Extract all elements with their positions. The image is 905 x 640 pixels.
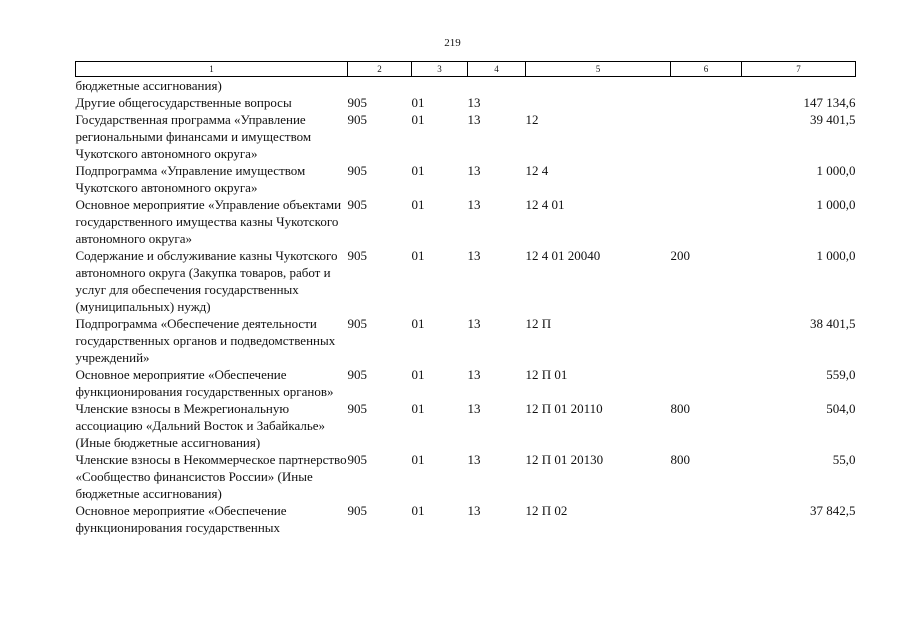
subsection-cell: 13 [467,197,481,212]
column-header-7: 7 [742,62,856,77]
row-name-cell: Подпрограмма «Управление имуществом Чукотского автономного округа» [75,163,306,195]
subsection-cell: 13 [467,248,481,263]
subsection-cell: 13 [467,401,481,416]
target-article-cell: 12 [525,112,539,127]
row-name-cell: Содержание и обслуживание казны Чукотского автономного округа (Закупка товаров, работ и услуг для обеспечения государственных (муниципальных) нужд) [75,248,338,314]
column-header-4: 4 [468,62,526,77]
row-name-cell: Основное мероприятие «Обеспечение функционирования государственных [75,503,287,535]
expense-type-cell [671,502,742,536]
subsection-cell: 13 [467,503,481,518]
subsection-cell [468,77,526,95]
section-cell: 01 [411,503,425,518]
amount-cell: 1 000,0 [816,197,856,212]
admin-code-cell: 905 [347,401,367,416]
section-cell: 01 [411,163,425,178]
admin-code-cell: 905 [347,316,367,331]
column-header-5: 5 [526,62,671,77]
section-cell: 01 [411,95,425,110]
target-article-cell: 12 П 02 [525,503,568,518]
table-row [76,315,856,366]
admin-code-cell: 905 [347,197,367,212]
budget-table [75,61,856,536]
section-cell: 01 [411,452,425,467]
section-cell: 01 [411,197,425,212]
target-article-cell: 12 П 01 20110 [525,401,603,416]
section-cell: 01 [411,112,425,127]
expense-type-cell [671,94,742,111]
table-row [76,77,856,95]
admin-code-cell: 905 [347,248,367,263]
column-header-6: 6 [671,62,742,77]
amount-cell: 37 842,5 [810,503,856,518]
target-article-cell: 12 П [525,316,552,331]
table-row [76,502,856,536]
amount-cell [742,77,856,95]
section-cell: 01 [411,316,425,331]
table-row [76,196,856,247]
target-article-cell: 12 П 01 20130 [525,452,604,467]
admin-code-cell: 905 [347,95,367,110]
subsection-cell: 13 [467,95,481,110]
expense-type-cell: 200 [670,248,690,263]
expense-type-cell: 800 [670,452,690,467]
expense-type-cell [671,315,742,366]
row-name-cell: Другие общегосударственные вопросы [75,95,292,110]
row-name-cell: бюджетные ассигнования) [75,78,222,93]
amount-cell: 39 401,5 [810,112,856,127]
page-number: 219 [444,37,461,49]
row-name-cell: Государственная программа «Управление региональными финансами и имуществом Чукотского автономного округа» [75,112,312,161]
table-row [76,111,856,162]
expense-type-cell [671,162,742,196]
expense-type-cell [671,111,742,162]
row-name-cell: Основное мероприятие «Управление объектами государственного имущества казны Чукотского автономного округа» [75,197,342,246]
target-article-cell: 12 П 01 [525,367,568,382]
target-article-cell [526,77,671,95]
column-header-1: 1 [76,62,348,77]
table-row [76,451,856,502]
expense-type-cell [671,366,742,400]
subsection-cell: 13 [467,163,481,178]
row-name-cell: Членские взносы в Межрегиональную ассоциацию «Дальний Восток и Забайкалье» (Иные бюджетные ассигнования) [75,401,326,450]
section-cell: 01 [411,401,425,416]
section-cell [412,77,468,95]
admin-code-cell: 905 [347,367,367,382]
admin-code-cell [348,77,412,95]
subsection-cell: 13 [467,452,481,467]
column-header-2: 2 [348,62,412,77]
column-header-3: 3 [412,62,468,77]
amount-cell: 1 000,0 [816,248,856,263]
table-row [76,247,856,315]
amount-cell: 559,0 [826,367,856,382]
admin-code-cell: 905 [347,163,367,178]
target-article-cell: 12 4 [525,163,549,178]
row-name-cell: Подпрограмма «Обеспечение деятельности государственных органов и подведомственных учреждений» [75,316,336,365]
section-cell: 01 [411,248,425,263]
amount-cell: 504,0 [826,401,856,416]
subsection-cell: 13 [467,367,481,382]
amount-cell: 55,0 [832,452,856,467]
amount-cell: 38 401,5 [810,316,856,331]
expense-type-cell: 800 [670,401,690,416]
row-name-cell: Основное мероприятие «Обеспечение функционирования государственных органов» [75,367,334,399]
admin-code-cell: 905 [347,452,367,467]
table-row [76,366,856,400]
amount-cell: 147 134,6 [803,95,856,110]
target-article-cell: 12 4 01 [525,197,565,212]
expense-type-cell [671,196,742,247]
row-name-cell: Членские взносы в Некоммерческое партнерство «Сообщество финансистов России» (Иные бюджетные ассигнования) [75,452,347,501]
table-row [76,162,856,196]
column-numbers-row [76,62,856,77]
expense-type-cell [671,77,742,95]
subsection-cell: 13 [467,316,481,331]
target-article-cell: 12 4 01 20040 [525,248,601,263]
admin-code-cell: 905 [347,503,367,518]
subsection-cell: 13 [467,112,481,127]
admin-code-cell: 905 [347,112,367,127]
table-row [76,400,856,451]
table-row [76,94,856,111]
amount-cell: 1 000,0 [816,163,856,178]
target-article-cell [526,94,671,111]
section-cell: 01 [411,367,425,382]
